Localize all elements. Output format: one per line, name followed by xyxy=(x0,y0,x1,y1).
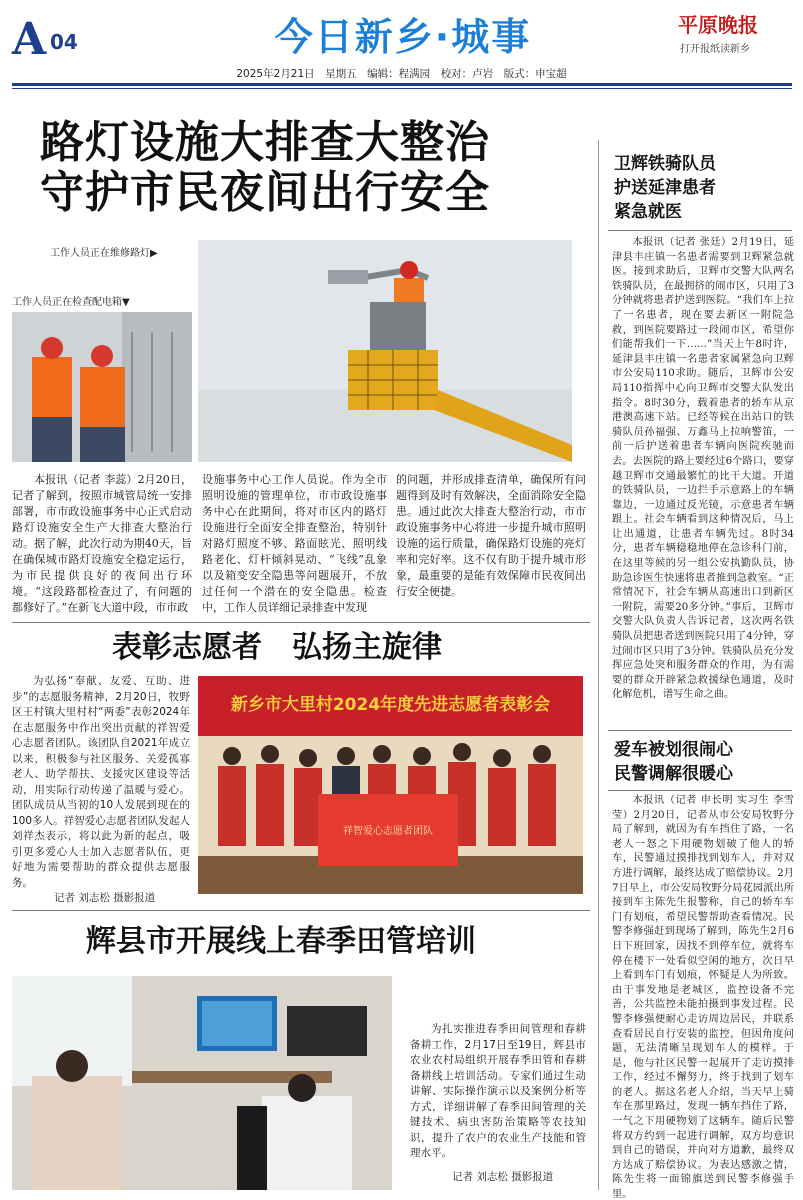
story3-text: 为扎实推进春季田间管理和春耕备耕工作，2月17日至19日，辉县市农业农村局组织开展春季田管和春耕备耕线上培训活动。专家们通过生动讲解、实际操作演示以及案例分析等方式，详细讲解了春季田间管理的关键技术、病虫害防治策略等农技知识，提升了农户的农业生产技能和管理水平。 xyxy=(410,1023,586,1159)
right-story1-headline-line1: 卫辉铁骑队员 xyxy=(614,154,716,174)
right-story1-text: 本报讯（记者 张廷）2月19日，延津县丰庄镇一名患者需要到卫辉紧急就医。接到求助后，卫辉市交警大队两名铁骑队员，在最拥挤的闹市区，只用了3分钟就将患者护送到医院。“我们车上拉了一名患者，现在要去新区一附院急救，到医院要路过一段闹市区，希望你们能帮我们一下……”当天上午8时许，延津县丰庄镇一名患者家属紧急向卫辉市公安局110求助。随后，卫辉市公安局110指挥中心向卫辉市交警大队发出指令。8时30分，载着患者的轿车从京港澳高速下站。已经等候在出站口的铁骑队员孙福强、万鑫马上拉响警笛，一前一后护送着患者车辆向医院疾驰而去。去医院的路上要经过6个路口，要穿越卫辉市交通最繁忙的比干大道。开道的铁骑队员，一边拦手示意路上的车辆靠边，一边通过反光镜，示意患者车辆跟上。社会车辆看到这种情况后，马上让出通道，让患者车辆先过。8时34分，患者车辆稳稳地停在急诊科门前，在这里等候的另一组公安执勤队员，协助急诊医生快速将患者推到急救室。“正常情况下，社会车辆从高速出口到新区一附院，需要20多分钟。”事后，卫辉市交警大队负责人告诉记者，这次两名铁骑队员把患者送到医院只用了4分钟，穿过闹市区只用了3分钟。铁骑队员充分发挥应急处突和服务群众的作用，为有需要的群众开辟紧急救援绿色通道，及时化解危机，谱写生命之曲。 xyxy=(612,237,794,701)
story2-headline: 表彰志愿者 弘扬主旋律 xyxy=(112,630,442,665)
photo-online-training xyxy=(12,976,392,1190)
story1-column-1 xyxy=(12,472,192,616)
right-story2-body xyxy=(612,794,794,1200)
right-story2-headline xyxy=(614,738,794,786)
page-number: 04 xyxy=(50,30,78,54)
story1-text-1: 本报讯（记者 李蕊）2月20日，记者了解到，按照市城管局统一安排部署，市市政设施事务中心正式启动路灯设施安全生产大排查大整治行动。据了解，此次行动为期40天，旨在确保城市路灯设施安全稳定运行，为市民提供良好的夜间出行环境。“这段路都检查过了，有问题的都修好了。”在新飞大道中段，市市政 xyxy=(12,473,192,614)
story1-column-2 xyxy=(202,472,387,616)
right-story2-headline-line1: 爱车被划很闹心 xyxy=(614,740,733,760)
right-story1-headline-line3: 紧急就医 xyxy=(614,202,682,222)
section-divider-2 xyxy=(12,910,590,911)
story2-credit: 记者 刘志松 摄影报道 xyxy=(54,892,156,904)
right-story2-rule xyxy=(608,790,792,791)
right-story1-rule xyxy=(608,230,792,231)
ceremony-flag-text: 祥智爱心志愿者团队 xyxy=(343,826,433,837)
issue-info-line: 2025年2月21日 星期五 编辑：程满园 校对：卢岩 版式：申宝超 xyxy=(236,68,567,80)
story3-headline: 辉县市开展线上春季田管培训 xyxy=(86,924,476,959)
story3-body xyxy=(410,1022,586,1185)
electrical-box-illustration xyxy=(12,312,192,462)
story1-headline-line2: 守护市民夜间出行安全 xyxy=(40,167,490,218)
story1-column-3 xyxy=(396,472,586,600)
photo-volunteer-ceremony xyxy=(198,676,583,894)
story1-text-2: 设施事务中心工作人员说。作为全市照明设施的管理单位，市市政设施事务中心在此期间，将对市区内的路灯设施进行全面安全排查整治，特别针对路灯照度不够、路面眩光、照明线路老化、灯杆倾斜晃动、“飞线”乱象以及箱变安全隐患等问题展开，不放过任何一个潜在的安全隐患。检查中，工作人员详细记录排查中发现 xyxy=(202,473,387,614)
photo-electrical-box-inspection xyxy=(12,312,192,462)
masthead-rule xyxy=(12,83,792,86)
right-story1-headline xyxy=(614,152,794,224)
brand-logo: 平原晚报 xyxy=(678,13,758,37)
right-divider xyxy=(608,730,792,731)
story1-headline xyxy=(40,118,560,218)
right-story2-headline-line2: 民警调解很暖心 xyxy=(614,764,733,784)
right-story2-text: 本报讯（记者 申长明 实习生 李雪莹）2月20日，记者从市公安局牧野分局了解到，就因为有车挡住了路，一名老人一怒之下用硬物划破了他人的轿车，民警通过摸排找到划车人，并对双方进行调解，最终达成了赔偿协议。2月7日早上，市公安局牧野分局花园派出所接到车主陈先生报警称，自己的轿车车门有划痕，希望民警帮助查看情况。民警李修强赶到现场了解到，陈先生2月6日下班回家，因找不到停车位，就将车停在楼下一处看似空闲的地方，次日早上看到车门有划痕，怀疑是人为所致。由于事发地是老城区，监控设备不完善，公共监控未能拍摄到事发过程。民警李修强便耐心走访周边居民，并联系查看居民自行安装的监控，但因角度问题，无法清晰呈现划车人的模样。于是，他与社区民警一起展开了走访摸排工作，经过不懈努力，终于找到了划车的老人。据这名老人介绍，当天早上骑车在那里路过，发现一辆车挡住了路，一气之下用硬物划了这辆车。随后民警将双方约到一起进行调解，双方均意识到自己的错误，并向对方道歉，最终双方达成了赔偿协议。为表达感激之情，陈先生将一面锦旗送到民警李修强手里。 xyxy=(612,795,794,1200)
story2-body xyxy=(12,674,190,907)
photo-caption-repair: 工作人员正在维修路灯▶ xyxy=(50,248,158,259)
right-story1-body xyxy=(612,236,794,703)
story1-headline-line1: 路灯设施大排查大整治 xyxy=(40,117,490,168)
online-training-illustration xyxy=(12,976,392,1190)
right-story1-headline-line2: 护送延津患者 xyxy=(614,178,716,198)
streetlight-repair-illustration xyxy=(198,240,572,462)
section-divider-1 xyxy=(12,622,590,623)
masthead-rule-thin xyxy=(12,88,792,89)
page-letter: A xyxy=(12,14,47,65)
column-divider xyxy=(598,140,599,1190)
photo-streetlight-repair xyxy=(198,240,572,462)
ceremony-banner-text: 新乡市大里村2024年度先进志愿者表彰会 xyxy=(230,695,551,715)
story2-text: 为弘扬“奉献、友爱、互助、进步”的志愿服务精神，2月20日，牧野区王村镇大里村村“两委”表彰2024年在志愿服务中作出突出贡献的祥智爱心志愿者团队。该团队自2021年成立以来，积极参与社区服务、关爱孤寡老人、助学帮扶、支援灾区建设等活动，用实际行动传递了温暖与爱心。团队成员从当初的10人发展到现在的100多人。祥智爱心志愿者团队发起人刘祥杰表示，将以此为新的起点，吸引更多爱心人士加入志愿者队伍，更好地为需要帮助的群众提供志愿服务。 xyxy=(12,675,190,889)
story1-text-3: 的问题，并形成排查清单，确保所有问题得到及时有效解决，全面消除安全隐患。通过此次大排查大整治行动，市市政设施事务中心将进一步提升城市照明设施的运行质量，确保路灯设施的亮灯率和完好率。这不仅有助于提升城市形象，最重要的是能有效保障市民夜间出行安全便捷。 xyxy=(396,473,586,598)
brand-slogan: 打开报纸读新乡 xyxy=(680,44,750,55)
section-title: 今日新乡·城事 xyxy=(274,15,532,59)
photo-caption-inspect: 工作人员正在检查配电箱▼ xyxy=(12,297,130,308)
story3-credit: 记者 刘志松 摄影报道 xyxy=(452,1170,554,1183)
